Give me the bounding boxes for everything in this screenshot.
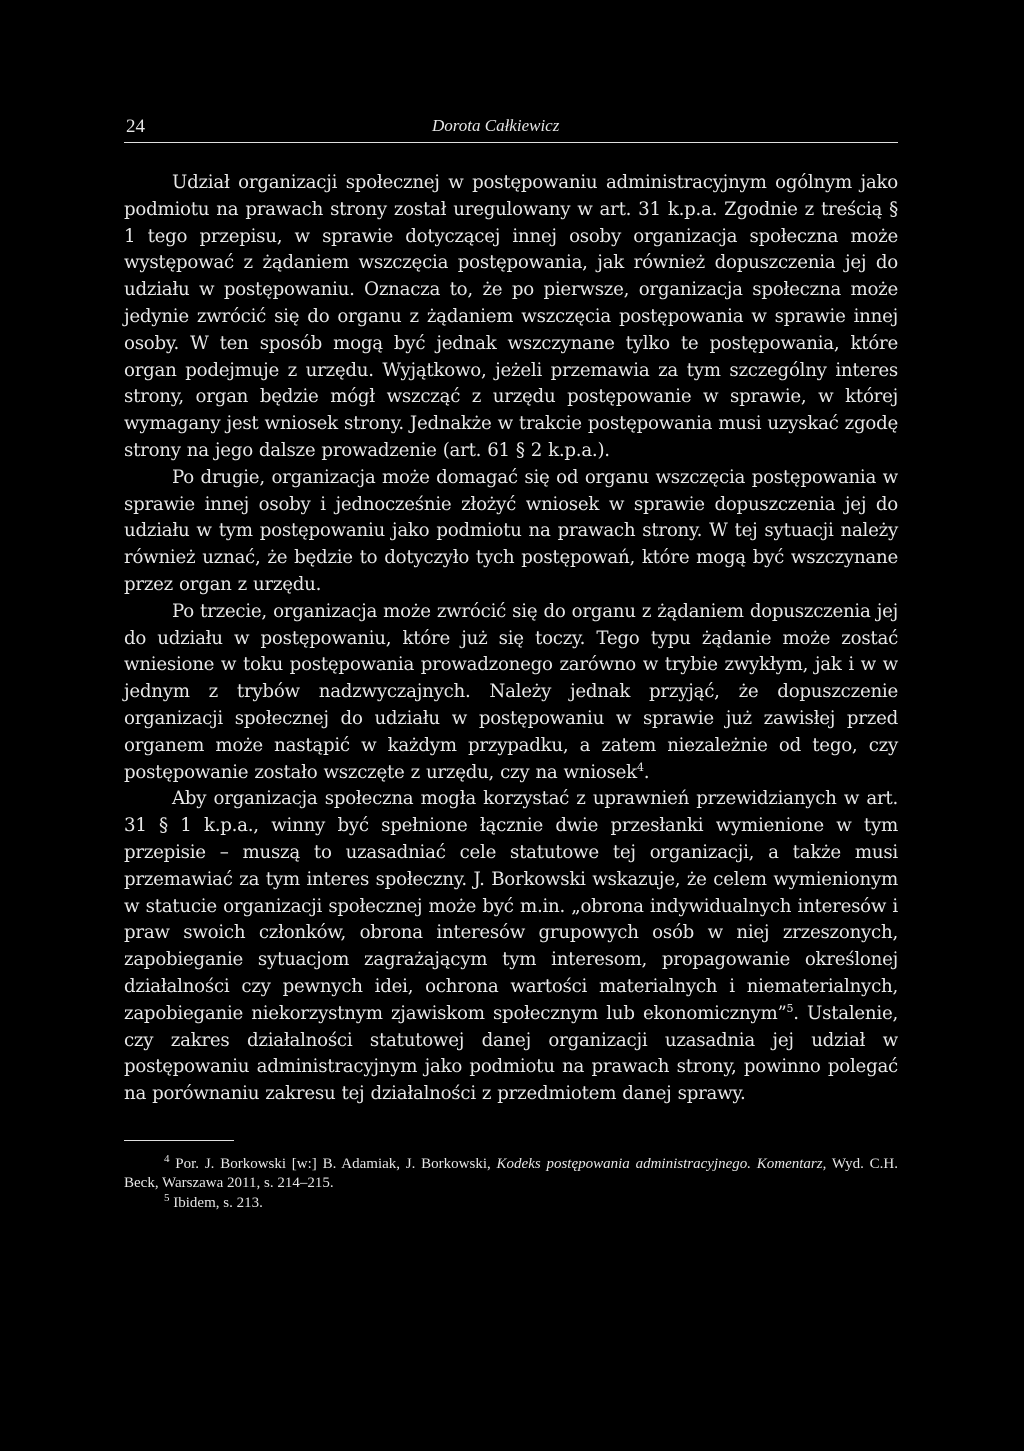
paragraph-text: Aby organizacja społeczna mogła korzystać z uprawnień przewidzianych w art. 31 § 1 k.p.a., winny być spełnione łącznie dwie przesłanki wymienione w tym przepisie – muszą to uzasadniać cele statutowe tej organizacji, a także musi przemawiać za tym interes społeczny. J. Borkowski wskazuje, że celem wymienionym w statucie organizacji społecznej może być m.in. „obrona indywidualnych interesów i praw swoich członków, obrona interesów grupowych osób w niej zrzeszonych, zapobieganie sytuacjom zagrażającym tym interesom, propagowanie określonej działalności czy pewnych idei, ochrona wartości materialnych i niematerialnych, zapobieganie niekorzystnym zjawiskom społecznym lub ekonomicznym”: [124, 788, 898, 1024]
footnote-ref[interactable]: 4: [636, 760, 644, 774]
running-author: Dorota Całkiewicz: [432, 116, 560, 135]
page: [124, 112, 898, 1213]
paragraph: [124, 465, 898, 599]
footnote-title: Kodeks postępowania administracyjnego. Komentarz: [496, 1155, 823, 1172]
paragraph-text: Udział organizacji społecznej w postępowaniu administracyjnym ogólnym jako podmiotu na prawach strony został uregulowany w art. 31 k.p.a. Zgodnie z treścią § 1 tego przepisu, w sprawie dotyczącej innej osoby organizacja społeczna może występować z żądaniem wszczęcia postępowania, jak również dopuszczenia jej do udziału w postępowaniu. Oznacza to, że po pierwsze, organizacja społeczna może jedynie zwrócić się do organu z żądaniem wszczęcia postępowania w sprawie innej osoby. W ten sposób mogą być jednak wszczynane tylko te postępowania, które organ podejmuje z urzędu. Wyjątkowo, jeżeli przemawia za tym szczególny interes strony, organ będzie mógł wszcząć z urzędu postępowanie w sprawie, w której wymagany jest wniosek strony. Jednakże w trakcie postępowania musi uzyskać zgodę strony na jego dalsze prowadzenie (art. 61 § 2 k.p.a.).: [124, 172, 898, 461]
paragraph: [124, 170, 898, 465]
footnote: [124, 1191, 898, 1214]
footnote-number: 4: [164, 1152, 170, 1165]
footnote-text: Por. J. Borkowski [w:] B. Adamiak, J. Borkowski,: [169, 1155, 497, 1172]
paragraph: [124, 786, 898, 1108]
body-text: [124, 170, 898, 1108]
page-number: 24: [126, 116, 145, 137]
footnote-number: 5: [164, 1191, 170, 1204]
paragraph-tail: .: [643, 761, 650, 783]
running-header: [124, 112, 898, 143]
paragraph-text: Po trzecie, organizacja może zwrócić się do organu z żądaniem dopuszczenia jej do udziału w postępowaniu, które już się toczy. Tego typu żądanie może zostać wniesione w toku postępowania prowadzonego zarówno w trybie zwykłym, jak i w w jednym z trybów nadzwyczajnych. Należy jednak przyjąć, że dopuszczenie organizacji społecznej do udziału w postępowaniu w sprawie już zawisłej przed organem może nastąpić w każdym przypadku, a zatem niezależnie od tego, czy postępowanie zostało wszczęte z urzędu, czy na wniosek: [124, 600, 898, 783]
paragraph-tail: . Ustalenie, czy zakres działalności statutowej danej organizacji uzasadnia jej udział w postępowaniu administracyjnym jako podmiotu na prawach strony, powinno polegać na porównaniu zakresu tej działalności z przedmiotem danej sprawy.: [124, 1002, 899, 1105]
footnote: [124, 1152, 898, 1194]
footnotes: [124, 1152, 898, 1214]
footnote-text: Ibidem, s. 213.: [169, 1194, 263, 1211]
paragraph-text: Po drugie, organizacja może domagać się od organu wszczęcia postępowania w sprawie innej osoby i jednocześnie złożyć wniosek w sprawie dopuszczenia jej do udziału w tym postępowaniu jako podmiotu na prawach strony. W tej sytuacji należy również uznać, że będzie to dotyczyło tych postępowań, które mogą być wszczynane przez organ z urzędu.: [124, 466, 898, 595]
footnote-ref[interactable]: 5: [786, 1001, 794, 1015]
paragraph: [124, 599, 898, 787]
footnote-text-end: , Wyd. C.H. Beck, Warszawa 2011, s. 214–215.: [124, 1155, 898, 1192]
footnote-separator: [124, 1140, 234, 1141]
